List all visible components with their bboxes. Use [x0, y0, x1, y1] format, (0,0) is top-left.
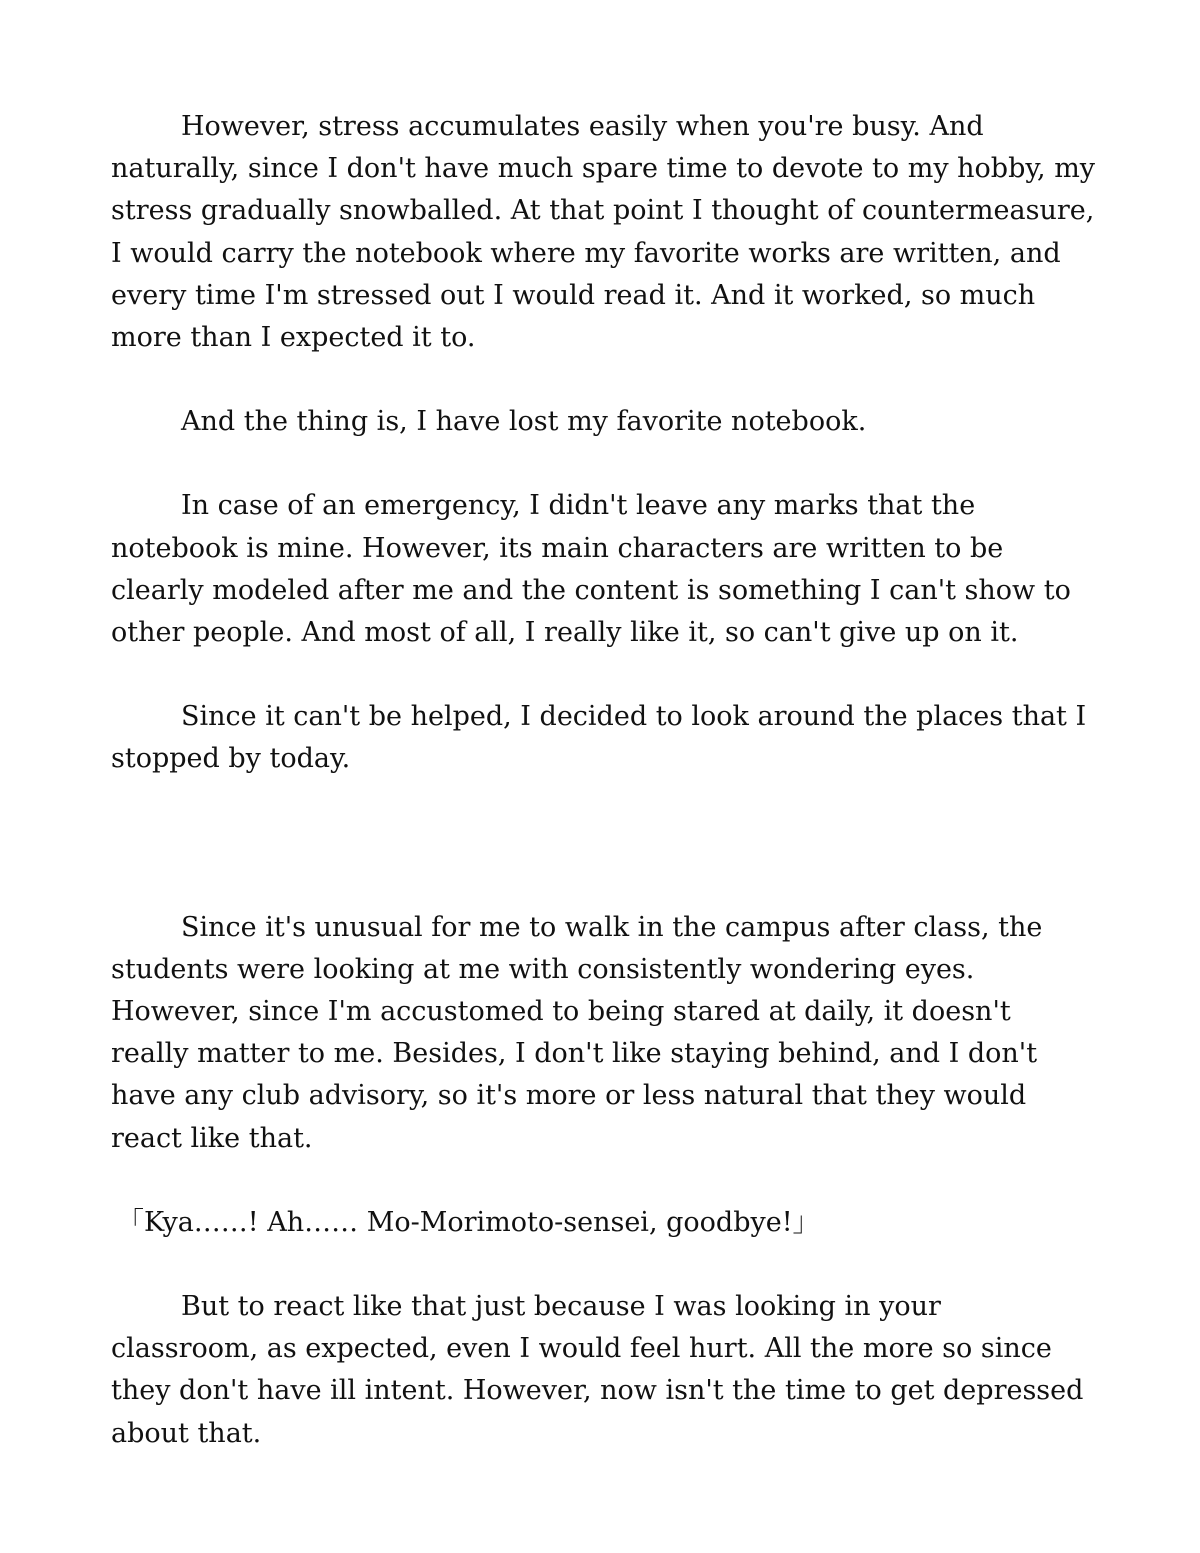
paragraph-2: And the thing is, I have lost my favorite notebook. [181, 406, 867, 438]
document-page [111, 106, 1096, 1455]
dialogue-line: 「Kya……! Ah…… Mo-Morimoto-sensei, goodbye!」 [117, 1206, 820, 1238]
paragraph-3: In case of an emergency, I didn't leave any marks that the notebook is mine. However, its main characters are written to be clearly modeled after me and the content is something I can't show to other people. And most of all, I really like it, so can't give up on it. [111, 490, 1071, 649]
paragraph-6: But to react like that just because I was looking in your classroom, as expected, even I would feel hurt. All the more so since they don't have ill intent. However, now isn't the time to get depressed about that. [111, 1291, 1084, 1449]
paragraph-1: However, stress accumulates easily when you're busy. And naturally, since I don't have much spare time to devote to my hobby, my stress gradually snowballed. At that point I thought of countermeasure, I would carry the notebook where my favorite works are written, and every time I'm stressed out I would read it. And it worked, so much more than I expected it to. [111, 111, 1096, 354]
paragraph-5: Since it's unusual for me to walk in the campus after class, the students were looking at me with consistently wondering eyes. However, since I'm accustomed to being stared at daily, it doesn't really matter to me. Besides, I don't like staying behind, and I don't have any club advisory, so it's more or less natural that they would react like that. [111, 911, 1043, 1154]
paragraph-4: Since it can't be helped, I decided to look around the places that I stopped by today. [111, 701, 1087, 775]
